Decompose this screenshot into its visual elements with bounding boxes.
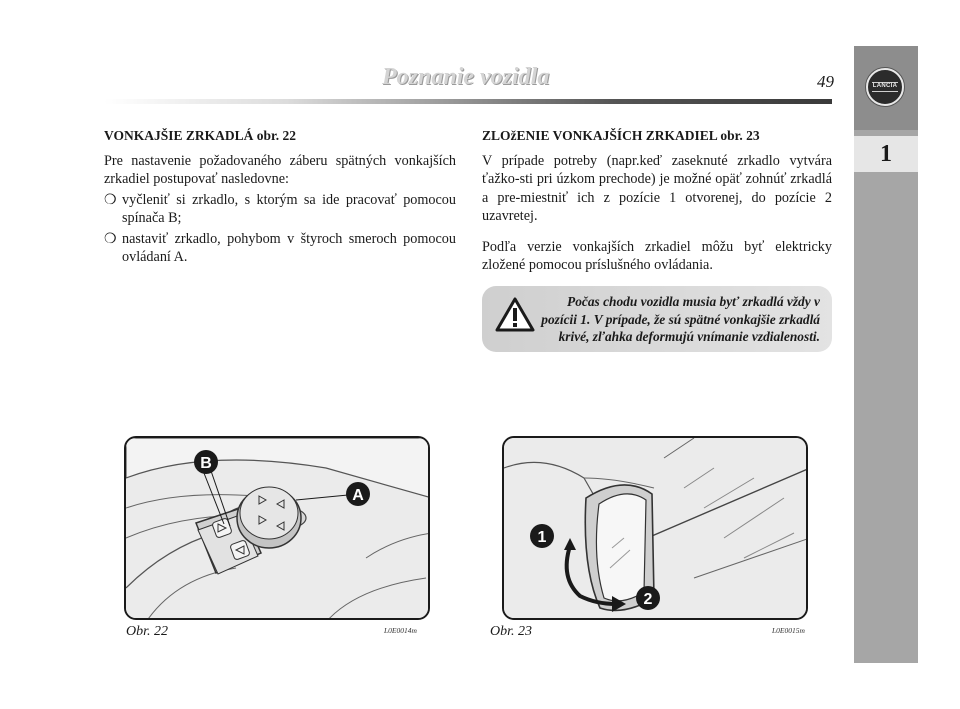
figure-caption: Obr. 23 xyxy=(490,624,533,639)
figure-mirror-controls xyxy=(124,436,430,620)
callout-b: B xyxy=(200,455,212,472)
section-heading-folding: ZLOžENIE VONKAJŠÍCH ZRKADIEL obr. 23 xyxy=(482,128,760,143)
page-number: 49 xyxy=(817,72,834,91)
chapter-number[interactable]: 1 xyxy=(854,136,918,172)
list-item-text: vyčleniť si zrkadlo, s ktorým sa ide pracovať pomocou spínača B; xyxy=(122,191,456,226)
left-column xyxy=(104,127,456,267)
lancia-logo xyxy=(866,68,904,106)
mirrors-intro: Pre nastavenie požadovaného záberu spätných vonkajších zrkadiel postupovať nasledovne: xyxy=(104,152,456,187)
folding-paragraph-1: V prípade potreby (napr.keď zaseknuté zrkadlo vytvára ťažko-sti pri úzkom prechode) je možné opäť zohnúť zrkadlá a pre-miestniť ich z pozície 1 otvorenej, do pozície 2 uzavretej. xyxy=(482,152,832,224)
figure-code: L0E0015m xyxy=(772,626,805,635)
header-title: Poznanie vozidla xyxy=(382,64,550,90)
figure-caption: Obr. 22 xyxy=(126,624,169,639)
callout-a: A xyxy=(352,487,364,504)
warning-triangle-icon xyxy=(494,296,536,334)
logo-text: LANCIA xyxy=(872,83,898,89)
callout-2: 2 xyxy=(643,591,653,608)
section-heading-mirrors: VONKAJŠIE ZRKADLÁ obr. 22 xyxy=(104,128,297,143)
callout-1: 1 xyxy=(537,529,547,546)
list-item-text: nastaviť zrkadlo, pohybom v štyroch smeroch pomocou ovládaní A. xyxy=(122,230,456,265)
header-rule xyxy=(104,99,832,104)
figure-code: L0E0014m xyxy=(384,626,417,635)
right-column xyxy=(482,127,832,275)
warning-text: Počas chodu vozidla musia byť zrkadlá vždy v pozícii 1. V prípade, že sú spätné vonkajšie zrkadlá krivé, zľahka deformujú vnímanie vzdialenosti. xyxy=(541,294,820,344)
folding-paragraph-2: Podľa verzie vonkajších zrkadiel môžu byť elektricky zložené pomocou príslušného ovládania. xyxy=(482,238,832,273)
figure-folding-mirror xyxy=(502,436,808,620)
list-item xyxy=(104,191,456,228)
warning-box xyxy=(482,286,832,352)
bullet-icon: ❍ xyxy=(104,230,117,247)
list-item xyxy=(104,230,456,267)
bullet-icon: ❍ xyxy=(104,191,117,208)
